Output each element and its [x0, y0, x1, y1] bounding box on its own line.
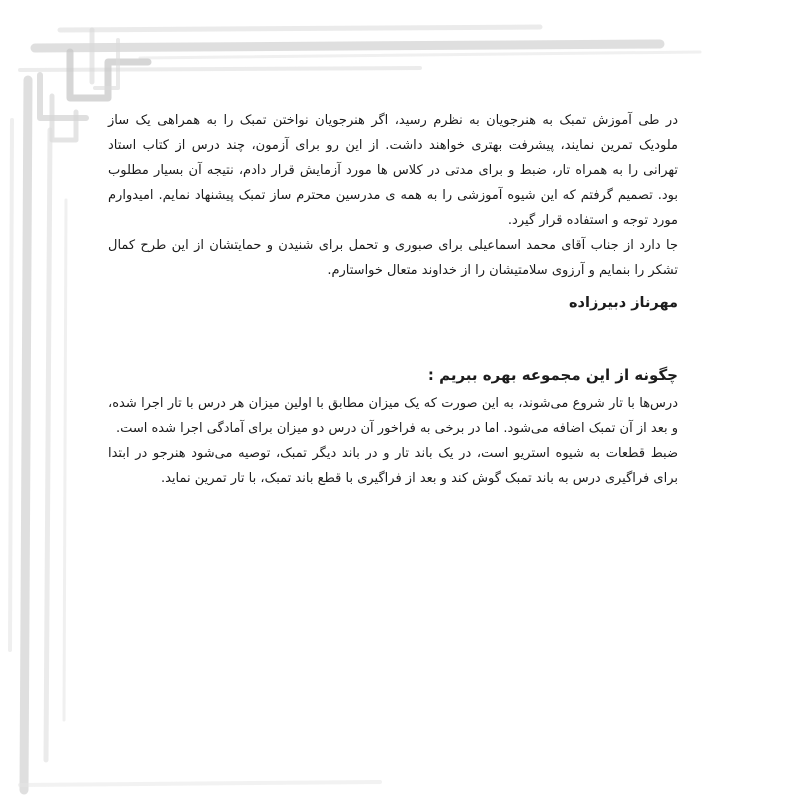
page-text-block — [108, 108, 678, 491]
intro-paragraph: در طی آموزش تمبک به هنرجویان به نظرم رسید، اگر هنرجویان نواختن تمبک را به همراهی یک ساز ملودیک تمرین نمایند، پیشرفت بهتری خواهند داشت. از این رو برای آزمون، چند درس از کتاب استاد تهرانی را به همراه تار، ضبط و برای مدتی در کلاس ها مورد آزمایش قرار دادم، نتیجه آن بسیار مطلوب بود. تصمیم گرفتم که این شیوه آموزشی را به همه ی مدرسین محترم ساز تمبک پیشنهاد نمایم. امیدوارم مورد توجه و استفاده قرار گیرد. — [108, 113, 678, 228]
recording-paragraph: ضبط قطعات به شیوه استریو است، در یک باند تار و در باند دیگر تمبک، توصیه می‌شود هنرجو در ابتدا برای فراگیری درس به باند تمبک گوش کند و بعد از فراگیری با قطع باند تمبک، با تار تمرین نماید. — [108, 446, 678, 486]
usage-paragraph: درس‌ها با تار شروع می‌شوند، به این صورت که یک میزان مطابق با اولین میزان هر درس با تار اجرا شده، و بعد از آن تمبک اضافه می‌شود. اما در برخی به فراخور آن درس دو میزان برای آمادگی اجرا شده است. — [108, 396, 678, 436]
author-signature: مهرناز دبیرزاده — [569, 295, 678, 311]
usage-heading: چگونه از این مجموعه بهره ببریم : — [427, 366, 678, 384]
acknowledgement-paragraph: جا دارد از جناب آقای محمد اسماعیلی برای صبوری و تحمل برای شنیدن و حمایتشان از این طرح کمال تشکر را بنمایم و آرزوی سلامتیشان را از خداوند متعال خواستارم. — [108, 238, 678, 278]
